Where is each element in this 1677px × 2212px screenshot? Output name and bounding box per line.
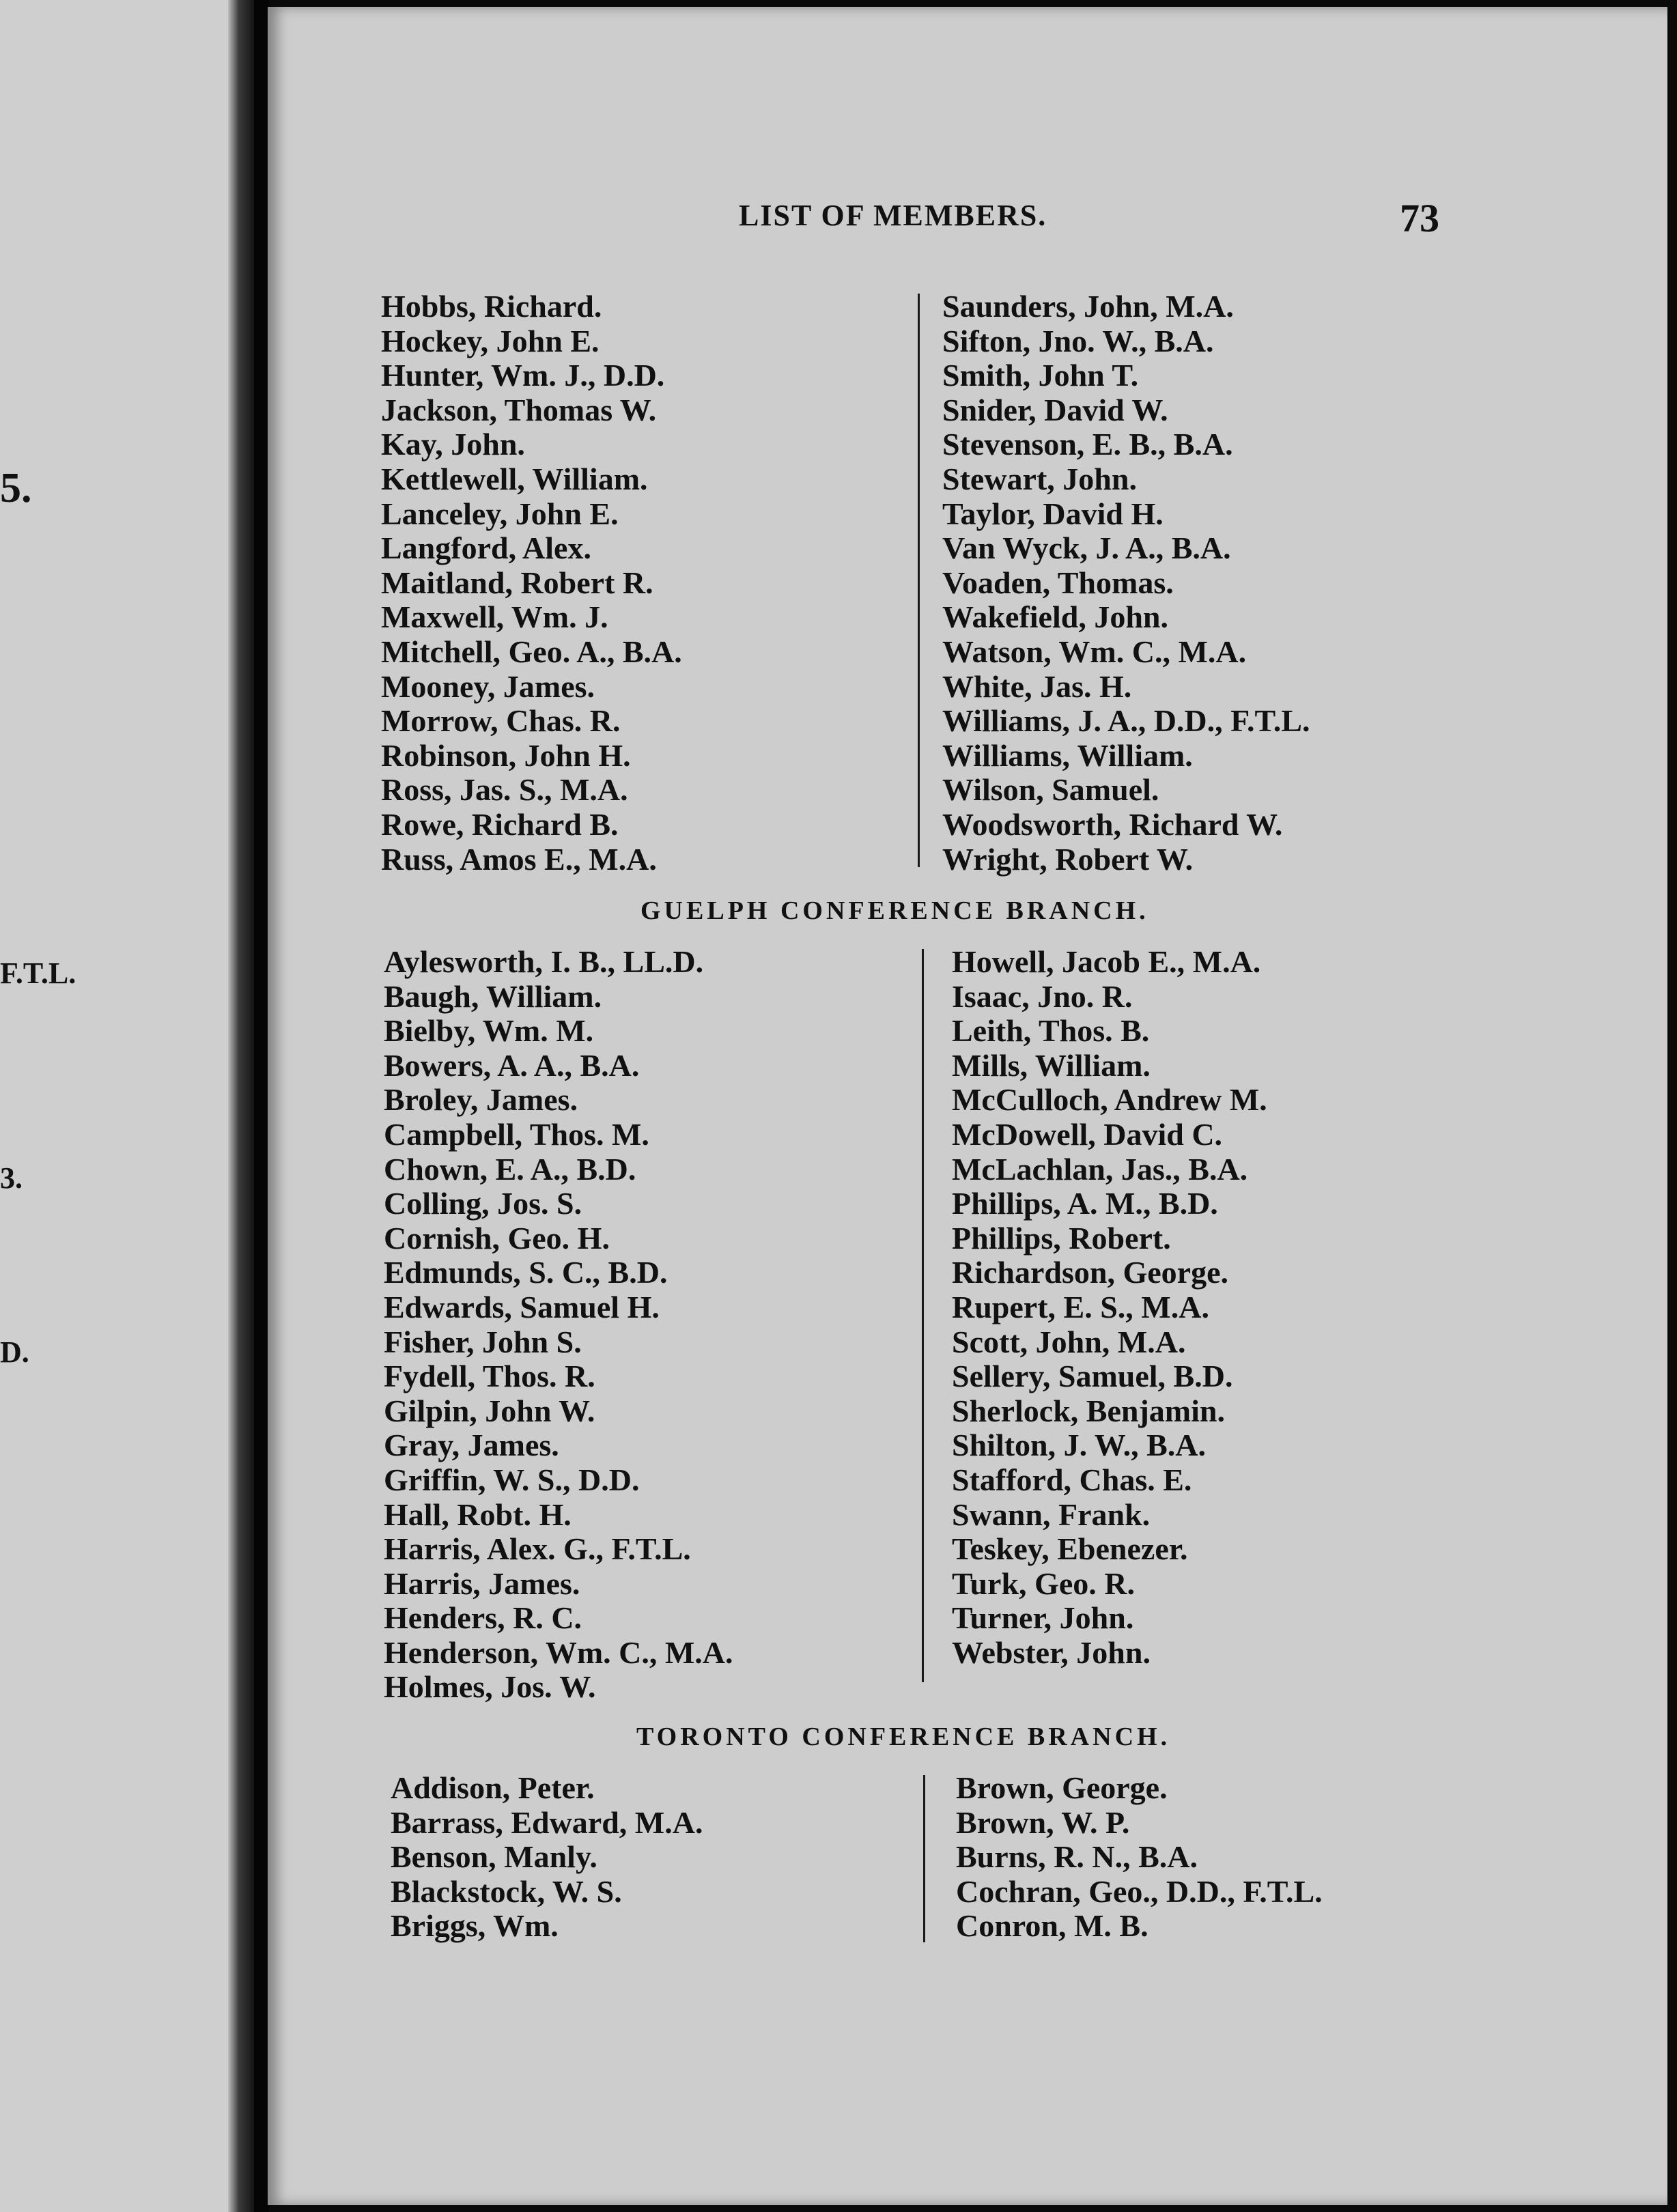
member-entry: Swann, Frank. bbox=[952, 1497, 1151, 1532]
member-entry: Fisher, John S. bbox=[384, 1324, 582, 1359]
column-divider bbox=[923, 1775, 925, 1942]
member-entry: Gray, James. bbox=[384, 1428, 559, 1463]
member-entry: Conron, M. B. bbox=[956, 1908, 1148, 1944]
member-entry: Scott, John, M.A. bbox=[952, 1324, 1186, 1359]
member-entry: Maxwell, Wm. J. bbox=[381, 599, 608, 635]
member-entry: Watson, Wm. C., M.A. bbox=[942, 634, 1247, 669]
member-entry: Bowers, A. A., B.A. bbox=[384, 1047, 640, 1083]
member-entry: Hall, Robt. H. bbox=[384, 1497, 572, 1532]
member-entry: Turner, John. bbox=[952, 1600, 1134, 1636]
member-entry: Harris, James. bbox=[384, 1565, 580, 1601]
member-entry: Harris, Alex. G., F.T.L. bbox=[384, 1531, 691, 1567]
member-entry: Wilson, Samuel. bbox=[942, 772, 1159, 808]
member-entry: McLachlan, Jas., B.A. bbox=[952, 1151, 1248, 1187]
member-entry: Griffin, W. S., D.D. bbox=[384, 1462, 640, 1497]
member-entry: Edwards, Samuel H. bbox=[384, 1289, 660, 1324]
member-entry: Barrass, Edward, M.A. bbox=[391, 1804, 703, 1840]
member-entry: Isaac, Jno. R. bbox=[952, 978, 1133, 1014]
toronto-column-left bbox=[391, 1771, 703, 1944]
member-entry: Sifton, Jno. W., B.A. bbox=[942, 323, 1214, 358]
previous-page-fragment: F.T.L. bbox=[0, 956, 76, 990]
column-divider bbox=[918, 294, 920, 867]
member-entry: Lanceley, John E. bbox=[381, 496, 619, 531]
member-entry: Blackstock, W. S. bbox=[391, 1873, 622, 1909]
member-entry: Russ, Amos E., M.A. bbox=[381, 841, 657, 877]
section-heading-toronto: TORONTO CONFERENCE BRANCH. bbox=[636, 1722, 1171, 1751]
member-entry: Stafford, Chas. E. bbox=[952, 1462, 1192, 1497]
member-entry: Phillips, Robert. bbox=[952, 1220, 1171, 1256]
member-entry: Wakefield, John. bbox=[942, 599, 1169, 635]
running-head: LIST OF MEMBERS. bbox=[739, 199, 1047, 232]
member-entry: Robinson, John H. bbox=[381, 737, 631, 773]
member-entry: Chown, E. A., B.D. bbox=[384, 1151, 636, 1187]
member-entry: Wright, Robert W. bbox=[942, 841, 1194, 877]
column-divider bbox=[922, 949, 924, 1682]
member-entry: Mooney, James. bbox=[381, 668, 595, 704]
member-entry: Stevenson, E. B., B.A. bbox=[942, 427, 1233, 462]
member-entry: Aylesworth, I. B., LL.D. bbox=[384, 944, 704, 979]
member-entry: Cochran, Geo., D.D., F.T.L. bbox=[956, 1873, 1323, 1909]
member-entry: Morrow, Chas. R. bbox=[381, 703, 621, 739]
member-entry: Richardson, George. bbox=[952, 1255, 1229, 1290]
member-entry: Sherlock, Benjamin. bbox=[952, 1393, 1225, 1428]
member-entry: Campbell, Thos. M. bbox=[384, 1116, 649, 1152]
member-entry: Rowe, Richard B. bbox=[381, 806, 619, 842]
member-entry: Voaden, Thomas. bbox=[942, 565, 1174, 600]
member-entry: Webster, John. bbox=[952, 1634, 1151, 1670]
member-entry: Van Wyck, J. A., B.A. bbox=[942, 530, 1231, 566]
member-entry: Fydell, Thos. R. bbox=[384, 1359, 595, 1394]
member-entry: Phillips, A. M., B.D. bbox=[952, 1186, 1218, 1221]
member-entry: Snider, David W. bbox=[942, 392, 1168, 427]
member-entry: Colling, Jos. S. bbox=[384, 1186, 582, 1221]
member-entry: Ross, Jas. S., M.A. bbox=[381, 772, 628, 808]
member-entry: Hockey, John E. bbox=[381, 323, 600, 358]
member-entry: Hobbs, Richard. bbox=[381, 289, 602, 324]
toronto-column-right bbox=[956, 1771, 1323, 1944]
member-entry: Cornish, Geo. H. bbox=[384, 1220, 610, 1256]
previous-page-fragment: 3. bbox=[0, 1161, 23, 1195]
member-entry: Woodsworth, Richard W. bbox=[942, 806, 1283, 842]
guelph-column-left bbox=[384, 945, 733, 1705]
member-entry: Henders, R. C. bbox=[384, 1600, 582, 1636]
member-entry: Broley, James. bbox=[384, 1082, 578, 1118]
member-entry: White, Jas. H. bbox=[942, 668, 1132, 704]
member-column-left bbox=[381, 289, 682, 877]
member-entry: Williams, William. bbox=[942, 737, 1193, 773]
member-column-right bbox=[942, 289, 1310, 877]
previous-page-fragment: D. bbox=[0, 1335, 29, 1369]
member-entry: Holmes, Jos. W. bbox=[384, 1669, 596, 1705]
member-entry: Teskey, Ebenezer. bbox=[952, 1531, 1188, 1567]
book-gutter bbox=[254, 0, 269, 2212]
member-entry: Kettlewell, William. bbox=[381, 461, 648, 496]
member-entry: Leith, Thos. B. bbox=[952, 1013, 1150, 1049]
previous-page-fragment: 5. bbox=[0, 465, 32, 511]
member-entry: Bielby, Wm. M. bbox=[384, 1013, 594, 1049]
member-entry: Gilpin, John W. bbox=[384, 1393, 595, 1428]
book-spine-shadow bbox=[228, 0, 255, 2212]
member-entry: Brown, W. P. bbox=[956, 1804, 1130, 1840]
member-entry: Taylor, David H. bbox=[942, 496, 1164, 531]
member-entry: Benson, Manly. bbox=[391, 1839, 597, 1875]
member-entry: Rupert, E. S., M.A. bbox=[952, 1289, 1209, 1324]
member-entry: Howell, Jacob E., M.A. bbox=[952, 944, 1261, 979]
member-entry: McCulloch, Andrew M. bbox=[952, 1082, 1267, 1118]
member-entry: Edmunds, S. C., B.D. bbox=[384, 1255, 668, 1290]
member-entry: Hunter, Wm. J., D.D. bbox=[381, 358, 665, 393]
guelph-column-right bbox=[952, 945, 1267, 1670]
member-entry: Burns, R. N., B.A. bbox=[956, 1839, 1198, 1875]
member-entry: Mills, William. bbox=[952, 1047, 1151, 1083]
member-entry: Henderson, Wm. C., M.A. bbox=[384, 1634, 733, 1670]
member-entry: Mitchell, Geo. A., B.A. bbox=[381, 634, 682, 669]
member-entry: Brown, George. bbox=[956, 1770, 1168, 1805]
member-entry: Langford, Alex. bbox=[381, 530, 591, 566]
member-entry: Turk, Geo. R. bbox=[952, 1565, 1135, 1601]
member-entry: Jackson, Thomas W. bbox=[381, 392, 657, 427]
member-entry: Maitland, Robert R. bbox=[381, 565, 653, 600]
previous-page bbox=[0, 0, 232, 2212]
member-entry: Stewart, John. bbox=[942, 461, 1137, 496]
member-entry: Williams, J. A., D.D., F.T.L. bbox=[942, 703, 1310, 739]
member-entry: McDowell, David C. bbox=[952, 1116, 1223, 1152]
member-entry: Baugh, William. bbox=[384, 978, 602, 1014]
member-entry: Shilton, J. W., B.A. bbox=[952, 1428, 1206, 1463]
member-entry: Addison, Peter. bbox=[391, 1770, 595, 1805]
member-entry: Briggs, Wm. bbox=[391, 1908, 559, 1944]
member-entry: Sellery, Samuel, B.D. bbox=[952, 1359, 1233, 1394]
page-number: 73 bbox=[1400, 196, 1439, 240]
section-heading-guelph: GUELPH CONFERENCE BRANCH. bbox=[640, 896, 1149, 925]
member-entry: Kay, John. bbox=[381, 427, 525, 462]
member-entry: Saunders, John, M.A. bbox=[942, 289, 1234, 324]
member-entry: Smith, John T. bbox=[942, 358, 1139, 393]
